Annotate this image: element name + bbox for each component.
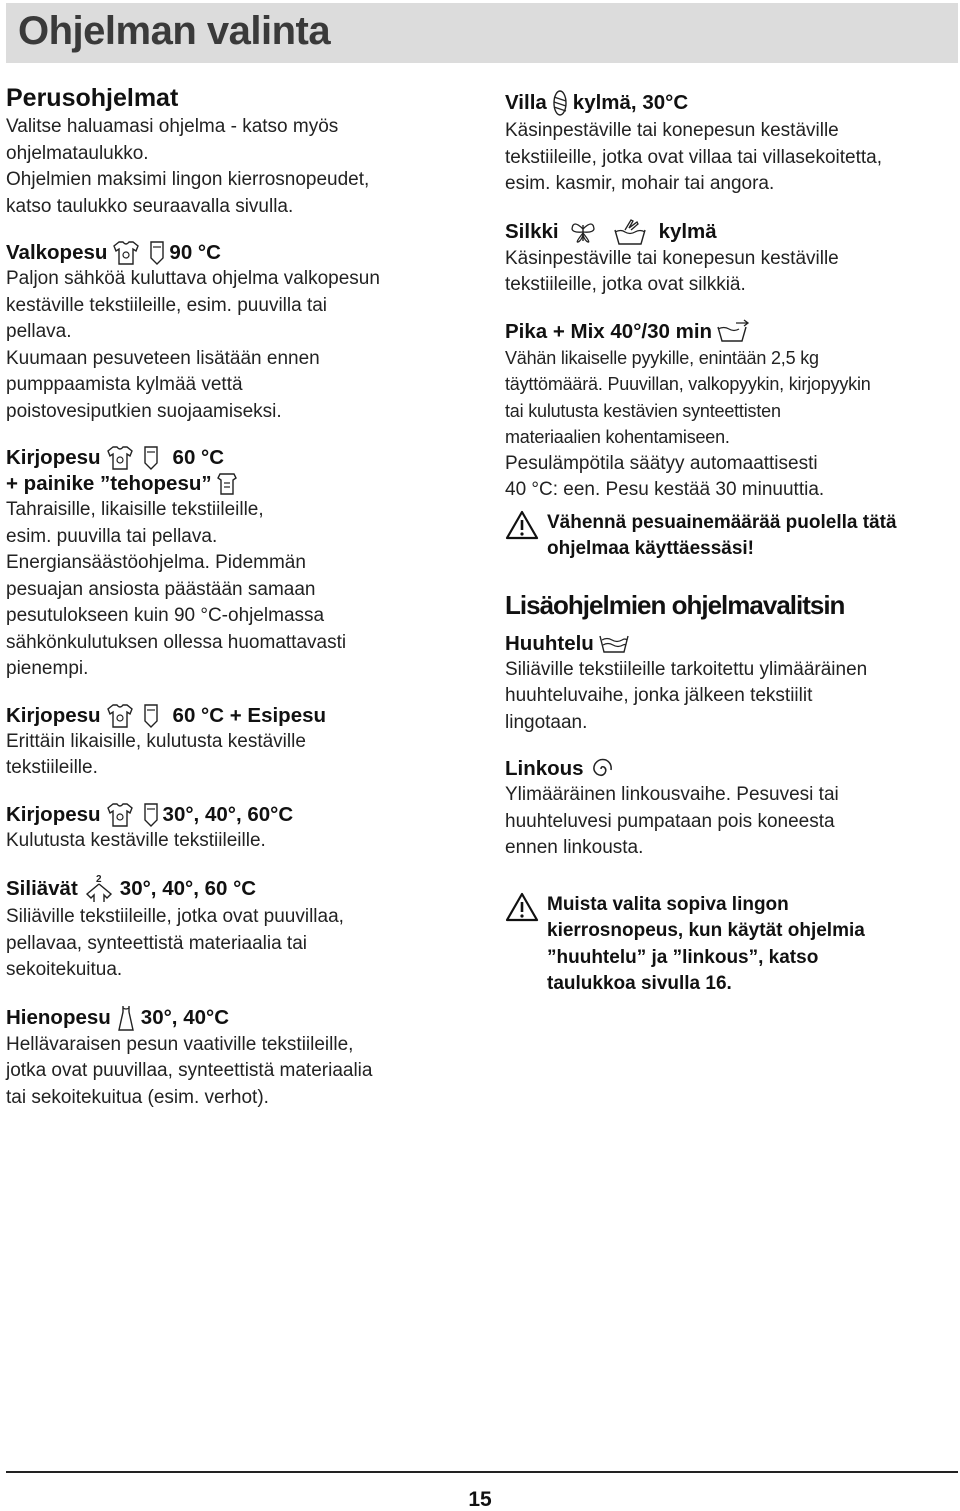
program-title — [505, 218, 957, 246]
program-temp: kylmä — [658, 219, 717, 243]
text-line: Vähän likaiselle pyykille, enintään 2,5 kg — [505, 347, 819, 368]
page-title: Ohjelman valinta — [18, 9, 331, 53]
program-name: Huuhtelu — [505, 631, 594, 655]
program-silkki — [505, 218, 957, 299]
text-line: huuhteluvaihe, jonka jälkeen tekstiilit — [505, 685, 813, 706]
text-line: pesutulokseen kuin 90 °C-ohjelmassa — [6, 605, 325, 626]
text-line: Käsinpestäville tai konepesun kestäville — [505, 247, 839, 269]
program-name: Villa — [505, 91, 547, 114]
text-line: 40 °C: een. Pesu kestää 30 minuuttia. — [505, 479, 825, 500]
section-heading-lisaohjelmat: Lisäohjelmien ohjelmavalitsin — [505, 589, 845, 620]
intro-block — [6, 114, 476, 220]
text-line: materiaalien kohentamiseen. — [505, 427, 730, 447]
program-siliavat — [6, 874, 476, 984]
program-temp: 30°, 40°C — [140, 1005, 229, 1029]
program-title — [6, 1004, 476, 1032]
program-name: Kirjopesu — [6, 703, 101, 727]
program-temp: kylmä, 30°C — [572, 91, 689, 114]
text-line: tekstiileille. — [6, 757, 98, 778]
text-line: poistovesiputkien suojaamiseksi. — [6, 400, 282, 422]
program-kirjopesu-esipesu — [6, 703, 476, 782]
tag-icon — [143, 802, 159, 828]
text-line: Valitse haluamasi ohjelma - katso myös — [6, 116, 339, 137]
warning-line: taulukkoa sivulla 16. — [547, 973, 732, 994]
easy-care-icon — [82, 874, 116, 904]
program-villa — [505, 88, 957, 198]
program-name: Valkopesu — [6, 241, 108, 264]
left-column — [6, 78, 476, 1131]
shirt-icon — [111, 240, 141, 266]
program-kirjopesu-30-40-60 — [6, 802, 476, 855]
program-title — [6, 703, 476, 729]
text-line: pumppaamista kylmää vettä — [6, 374, 243, 395]
text-line: lingotaan. — [505, 711, 588, 733]
text-line: huuhteluvesi pumpataan pois koneesta — [505, 810, 835, 832]
text-line: jotka ovat puuvillaa, synteettistä materiaalia — [6, 1060, 373, 1081]
text-line: Paljon sähköä kuluttava ohjelma valkopesun — [6, 268, 380, 289]
program-name: Pika + Mix 40°/30 min — [505, 319, 713, 343]
text-line: tai sekoitekuitua (esim. verhot). — [6, 1086, 269, 1108]
butterfly-icon — [569, 219, 597, 245]
warning-line: kierrosnopeus, kun käytät ohjelmia — [547, 920, 865, 941]
program-pika-mix — [505, 319, 957, 563]
program-valkopesu — [6, 240, 476, 425]
program-title — [505, 756, 957, 782]
text-line: Hellävaraisen pesun vaativille tekstiileille, — [6, 1033, 354, 1055]
program-kirjopesu-tehopesu — [6, 445, 476, 683]
text-line: Ohjelmien maksimi lingon kierrosnopeudet, — [6, 169, 370, 190]
warning-note — [505, 510, 957, 563]
footer-divider — [6, 1471, 958, 1473]
text-line: tekstiileille, jotka ovat villaa tai villasekoitetta, — [505, 146, 883, 168]
text-line: pellavaa, synteettistä materiaalia tai — [6, 932, 307, 954]
shirt-icon — [105, 703, 135, 729]
shirt-icon — [105, 445, 135, 471]
warning-line: Muista valita sopiva lingon — [547, 893, 789, 915]
program-name: Silkki — [505, 219, 559, 243]
program-title — [6, 874, 476, 904]
program-name: Siliävät — [6, 877, 78, 900]
program-name: Kirjopesu — [6, 802, 101, 826]
text-line: Kulutusta kestäville tekstiileille. — [6, 829, 266, 851]
text-line: tai kulutusta kestävien synteettisten — [505, 400, 781, 421]
quick-wash-icon — [716, 319, 750, 345]
program-name: Hienopesu — [6, 1005, 111, 1029]
program-temp: 60 °C + Esipesu — [172, 703, 327, 727]
text-line: Tahraisille, likaisille tekstiileille, — [6, 499, 264, 520]
text-line: kestäville tekstiileille, esim. puuvilla tai — [6, 294, 328, 316]
program-title — [505, 88, 957, 118]
shirt-icon — [105, 802, 135, 828]
text-line: Siliäville tekstiileille tarkoitettu ylimääräinen — [505, 658, 868, 680]
warning-line: Vähennä pesuainemäärää puolella tätä — [547, 511, 897, 533]
program-hienopesu — [6, 1004, 476, 1112]
text-line: sähkönkulutuksen ollessa huomattavasti — [6, 631, 347, 653]
warning-icon — [505, 510, 539, 540]
program-title — [505, 631, 957, 657]
tag-icon — [149, 240, 165, 266]
program-option: + painike ”tehopesu” — [6, 472, 212, 495]
text-line: Siliäville tekstiileille, jotka ovat puuvillaa, — [6, 906, 344, 927]
final-warning-note — [505, 892, 957, 998]
text-line: pellava. — [6, 321, 72, 342]
tag-icon — [143, 445, 159, 471]
tag-icon — [143, 703, 159, 729]
text-line: katso taulukko seuraavalla sivulla. — [6, 195, 294, 217]
program-temp: 90 °C — [169, 241, 221, 264]
title-bar — [6, 3, 958, 63]
program-linkous — [505, 756, 957, 862]
text-line: pienempi. — [6, 658, 89, 679]
svg-text:2: 2 — [95, 874, 102, 885]
text-line: ennen linkousta. — [505, 837, 644, 858]
rinse-icon — [598, 632, 630, 656]
text-line: esim. kasmir, mohair tai angora. — [505, 173, 775, 194]
warning-line: ”huuhtelu” ja ”linkous”, katso — [547, 946, 819, 968]
text-line: Käsinpestäville tai konepesun kestäville — [505, 120, 839, 141]
text-line: täyttömäärä. Puuvillan, valkopyykin, kirjopyykin — [505, 374, 871, 394]
program-name: Linkous — [505, 757, 584, 780]
program-title — [505, 319, 957, 345]
text-line: Kuumaan pesuveteen lisätään ennen — [6, 347, 320, 369]
handwash-icon — [613, 218, 647, 246]
spin-icon — [588, 756, 614, 782]
text-line: sekoitekuitua. — [6, 959, 123, 980]
program-title-line2 — [6, 471, 476, 497]
text-line: Energiansäästöohjelma. Pidemmän — [6, 552, 306, 573]
warning-icon — [505, 892, 539, 922]
text-line: esim. puuvilla tai pellava. — [6, 525, 218, 547]
text-line: tekstiileille, jotka ovat silkkiä. — [505, 274, 746, 295]
intensive-icon — [216, 472, 238, 496]
program-title — [6, 802, 476, 828]
page-number: 15 — [468, 1488, 492, 1511]
wool-icon — [551, 88, 569, 118]
program-huuhtelu — [505, 631, 957, 737]
program-temp: 30°, 40°, 60°C — [162, 802, 294, 826]
program-temp: 30°, 40°, 60 °C — [119, 877, 257, 900]
program-temp: 60 °C — [172, 446, 225, 469]
text-line: Pesulämpötila säätyy automaattisesti — [505, 452, 818, 474]
text-line: pesuajan ansiosta päästään samaan — [6, 578, 316, 600]
text-line: Ylimääräinen linkousvaihe. Pesuvesi tai — [505, 784, 839, 805]
section-heading-perusohjelmat: Perusohjelmat — [6, 84, 179, 112]
warning-line: ohjelmaa käyttäessäsi! — [547, 538, 755, 559]
program-title — [6, 445, 476, 471]
text-line: ohjelmataulukko. — [6, 142, 149, 164]
program-name: Kirjopesu — [6, 446, 101, 469]
text-line: Erittäin likaisille, kulutusta kestäville — [6, 730, 306, 752]
delicate-dress-icon — [115, 1004, 137, 1032]
right-column — [505, 88, 957, 998]
program-title — [6, 240, 476, 266]
